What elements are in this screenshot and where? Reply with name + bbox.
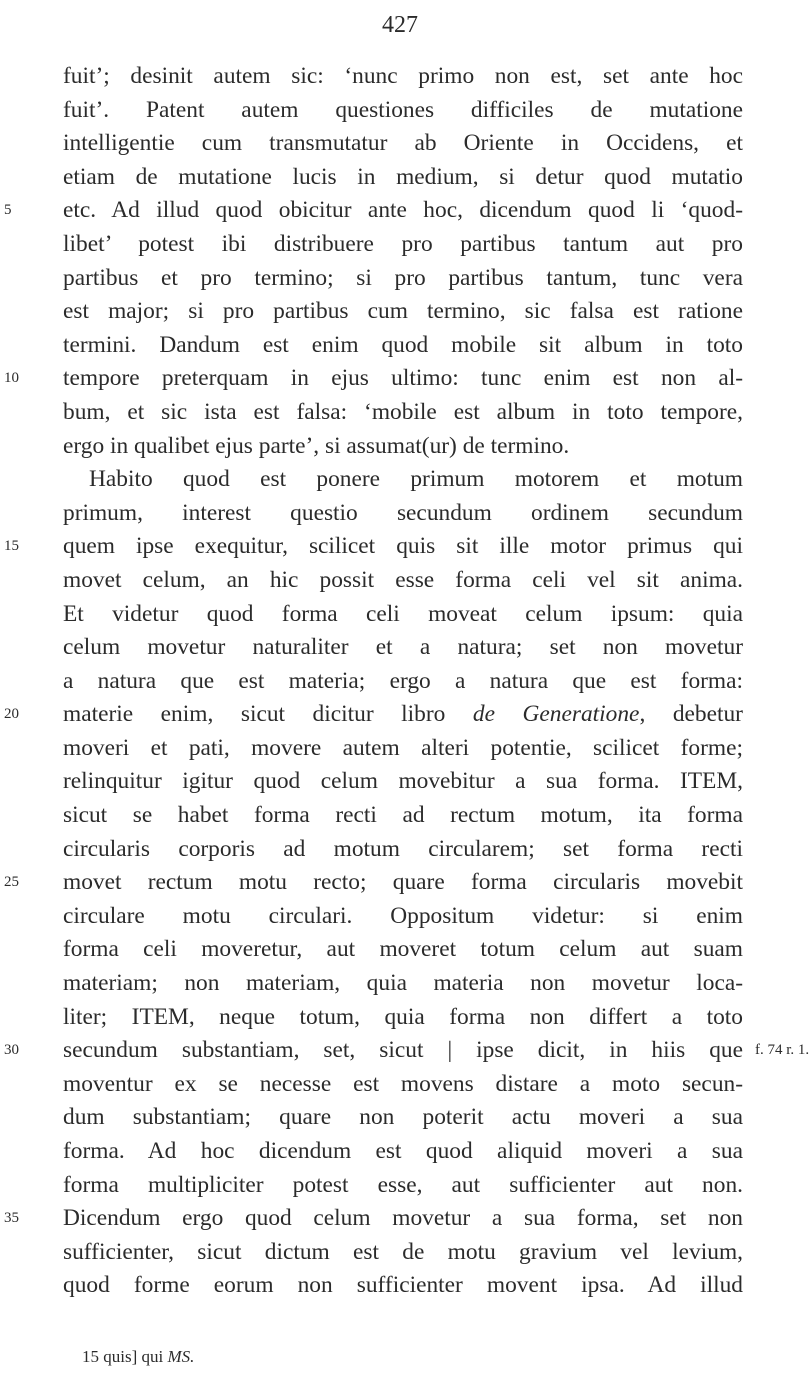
line-text: Habito quod est ponere primum motorem et motum (89, 466, 743, 493)
line-text: secundum substantiam, set, sicut | ipse dicit, in hiis que (63, 1037, 743, 1064)
text-line (63, 1269, 743, 1303)
line-text: etiam de mutatione lucis in medium, si detur quod mutatio (63, 163, 743, 190)
line-text: sicut se habet forma recti ad rectum motum, ita forma (63, 802, 743, 829)
text-line (4, 1034, 809, 1068)
text-line (63, 329, 743, 363)
line-text: celum movetur naturaliter et a natura; set non movetur (63, 634, 743, 661)
line-text: a natura que est materia; ergo a natura que est forma: (63, 667, 743, 694)
line-number: 5 (4, 202, 12, 219)
line-text: moveri et pati, movere autem alteri potentie, scilicet forme; (63, 734, 743, 761)
line-text: intelligentie cum transmutatur ab Oriente in Occidens, et (63, 130, 743, 157)
footnote-abbrev: MS. (167, 1347, 195, 1366)
line-text: Et videtur quod forma celi moveat celum ipsum: quia (63, 600, 743, 627)
line-text: circulare motu circulari. Oppositum videtur: si enim (63, 902, 743, 929)
line-number: 10 (4, 370, 19, 387)
line-text: est major; si pro partibus cum termino, sic falsa est ratione (63, 298, 743, 325)
text-line (4, 362, 743, 396)
text-line (63, 1101, 743, 1135)
footnote-text: 15 quis] qui (82, 1347, 168, 1366)
text-line (63, 60, 743, 94)
text-line (63, 1001, 743, 1035)
text-line (63, 665, 743, 699)
line-text: fuit’; desinit autem sic: ‘nunc primo non est, set ante hoc (63, 63, 743, 89)
line-text: movet celum, an hic possit esse forma celi vel sit anima. (63, 566, 743, 593)
line-text: quem ipse exequitur, scilicet quis sit ille motor primus qui (63, 533, 743, 560)
line-text: fuit’. Patent autem questiones difficiles de mutatione (63, 96, 743, 123)
text-line (63, 799, 743, 833)
text-body (4, 60, 809, 1303)
line-text: movet rectum motu recto; quare forma circularis movebit (63, 869, 743, 896)
text-line (63, 161, 743, 195)
text-line (63, 1068, 743, 1102)
text-line (63, 598, 743, 632)
text-line (63, 94, 743, 128)
line-text: dum substantiam; quare non poterit actu moveri a sua (63, 1104, 743, 1131)
text-line (63, 933, 743, 967)
text-line (63, 1169, 743, 1203)
line-number: 35 (4, 1210, 19, 1227)
line-text: liter; ITEM, neque totum, quia forma non differt a toto (63, 1003, 743, 1030)
text-line (63, 765, 743, 799)
text-line (63, 1135, 743, 1169)
line-text: forma multipliciter potest esse, aut sufficienter aut non. (63, 1171, 743, 1198)
line-text: sufficienter, sicut dictum est de motu gravium vel levium, (63, 1238, 743, 1265)
text-line (4, 698, 743, 732)
text-line (63, 127, 743, 161)
line-text: forma celi moveretur, aut moveret totum celum aut suam (63, 936, 743, 963)
line-text: quod forme eorum non sufficienter movent ipsa. Ad illud (63, 1272, 743, 1299)
line-text: ergo in qualibet ejus parte’, si assumat(ur) de termino. (63, 432, 570, 459)
text-line (63, 262, 743, 296)
text-line (63, 396, 743, 430)
text-line (4, 866, 743, 900)
line-text: primum, interest questio secundum ordinem secundum (63, 499, 743, 526)
text-line (63, 967, 743, 1001)
text-line (63, 295, 743, 329)
text-line (63, 833, 743, 867)
text-line (63, 463, 743, 497)
line-number: 20 (4, 706, 19, 723)
text-line (4, 194, 743, 228)
line-text: materiam; non materiam, quia materia non movetur loca- (63, 970, 743, 997)
line-number: 25 (4, 874, 19, 891)
text-line (4, 1202, 743, 1236)
line-number: 30 (4, 1042, 19, 1059)
line-text: partibus et pro termino; si pro partibus tantum, tunc vera (63, 264, 743, 291)
text-line (63, 564, 743, 598)
line-text: , debetur (639, 701, 743, 728)
line-text: Dicendum ergo quod celum movetur a sua forma, set non (63, 1205, 743, 1232)
line-text: termini. Dandum est enim quod mobile sit album in toto (63, 331, 743, 358)
line-text: bum, et sic ista est falsa: ‘mobile est album in toto tempore, (63, 398, 743, 425)
text-line (63, 732, 743, 766)
line-text: tempore preterquam in ejus ultimo: tunc enim est non al- (63, 365, 743, 392)
line-number: 15 (4, 538, 19, 555)
folio-margin-note: f. 74 r. 1. (755, 1042, 809, 1059)
text-line (63, 900, 743, 934)
line-text: materie enim, sicut dicitur libro (63, 701, 473, 728)
page-number: 427 (382, 12, 418, 38)
line-text: moventur ex se necesse est movens distare a moto secun- (63, 1070, 743, 1097)
text-line (63, 497, 743, 531)
footnote (82, 1347, 194, 1367)
line-text: circularis corporis ad motum circularem; set forma recti (63, 835, 743, 862)
line-text: libet’ potest ibi distribuere pro partibus tantum aut pro (63, 230, 743, 257)
book-title: de Generatione (472, 701, 640, 728)
line-text: forma. Ad hoc dicendum est quod aliquid moveri a sua (63, 1138, 743, 1164)
text-line (63, 430, 743, 464)
text-line (63, 1236, 743, 1270)
line-text: relinquitur igitur quod celum movebitur a sua forma. ITEM, (63, 768, 743, 795)
text-line (63, 631, 743, 665)
line-text: etc. Ad illud quod obicitur ante hoc, dicendum quod li ‘quod- (63, 197, 743, 224)
text-line (63, 228, 743, 262)
text-line (4, 530, 743, 564)
